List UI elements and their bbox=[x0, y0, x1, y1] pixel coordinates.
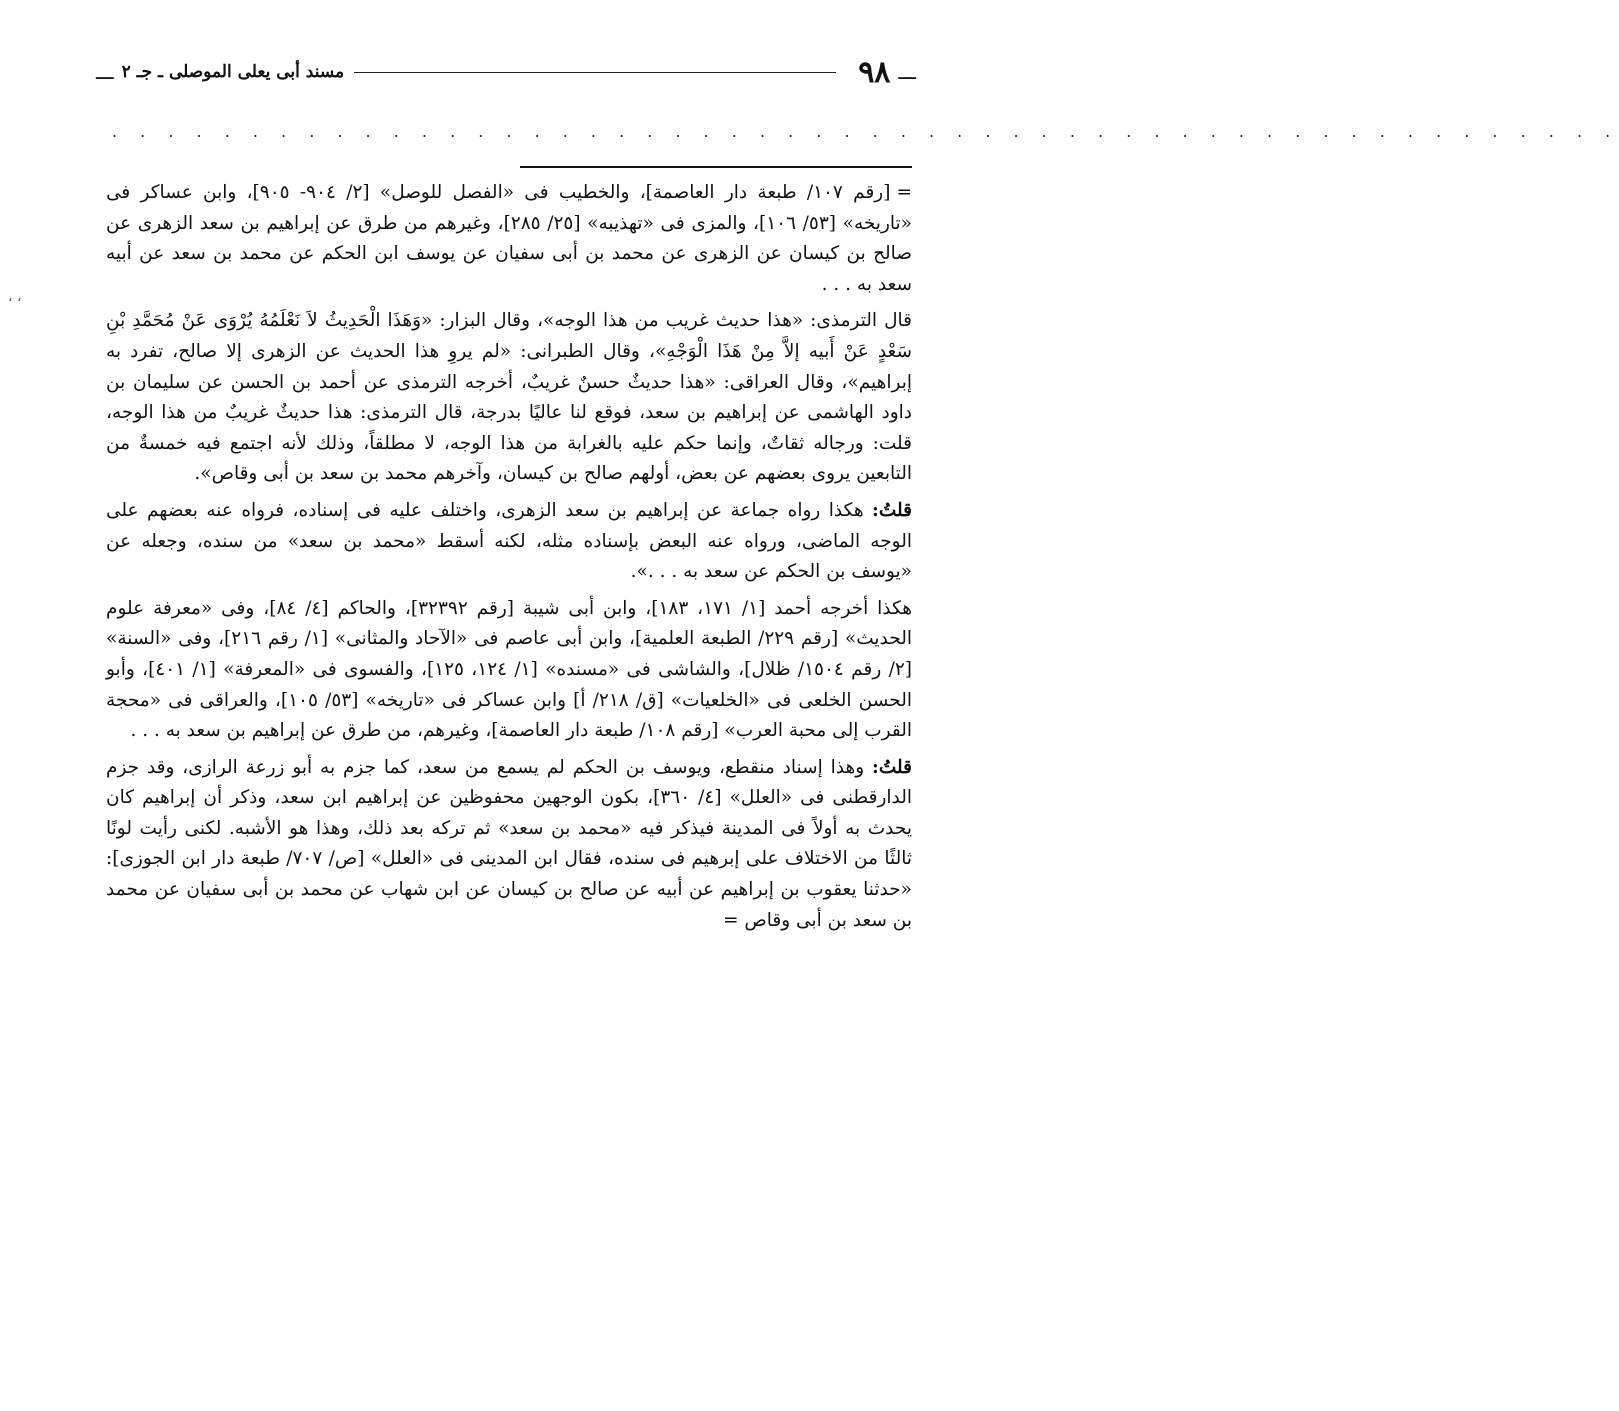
paragraph-text: [رقم ١٠٧/ طبعة دار العاصمة]، والخطيب فى «الفصل للوصل» [٢/ ٩٠٤- ٩٠٥]، وابن عساكر فى «تاريخه» [٥٣/ ١٠٦]، والمزى فى «تهذيبه» [٢٥/ ٢٨٥]، وغيرهم من طرق عن إبراهيم بن سعد الزهرى عن صالح بن كيسان عن الزهرى عن محمد بن أبى سفيان عن يوسف ابن الحكم عن محمد بن سعد عن أبيه سعد به . . . bbox=[106, 182, 912, 295]
paragraph-5 bbox=[106, 753, 912, 937]
header-rule bbox=[354, 72, 836, 73]
paragraph-3 bbox=[106, 496, 912, 588]
paragraph-text: وهذا إسناد منقطع، ويوسف بن الحكم لم يسمع من سعد، كما جزم به أبو زرعة الرازى، وقد جزم الدارقطنى فى «العلل» [٤/ ٣٦٠]، بكون الوجهين محفوظين عن إبراهيم ابن سعد، وذكر أن إبراهيم كان يحدث به أولاً فى المدينة فيذكر فيه «محمد بن سعد» ثم تركه بعد ذلك، وهذا هو الأشبه. لكنى رأيت لونًا ثالثًا من الاختلاف على إبرهيم فى سنده، فقال ابن المدينى فى «العلل» [ص/ ٧٠٧/ طبعة دار ابن الجوزى]: «حدثنا يعقوب بن إبراهيم عن أبيه عن صالح بن كيسان عن ابن شهاب عن محمد بن أبى سفيان عن محمد بن سعد بن أبى وقاص = bbox=[106, 756, 913, 931]
header-dash-left: ـــ bbox=[96, 60, 114, 84]
margin-mark: ، ، bbox=[8, 289, 22, 305]
paragraph-text: هكذا أخرجه أحمد [١/ ١٧١، ١٨٣]، وابن أبى شيبة [رقم ٣٢٣٩٢]، والحاكم [٤/ ٨٤]، وفى «معرفة علوم الحديث» [رقم ٢٢٩/ الطبعة العلمية]، وابن أبى عاصم فى «الآحاد والمثانى» [١/ رقم ٢١٦]، وفى «السنة» [٢/ رقم ١٥٠٤/ ظلال]، والشاشى فى «مسنده» [١/ ١٢٤، ١٢٥]، والفسوى فى «المعرفة» [١/ ٤٠١]، وأبو الحسن الخلعى فى «الخلعيات» [ق/ ٢١٨/ أ] وابن عساكر فى «تاريخه» [٥٣/ ١٠٥]، والعراقى فى «محجة القرب إلى محبة العرب» [رقم ١٠٨/ طبعة دار العاصمة]، وغيرهم، من طرق عن إبراهيم بن سعد به . . . bbox=[106, 597, 912, 742]
paragraph-text: هكذا رواه جماعة عن إبراهيم بن سعد الزهرى، واختلف عليه فى إسناده، فرواه عنه بعضهم على الوجه الماضى، ورواه عنه البعض بإسناده مثله، لكنه أسقط «محمد بن سعد» من سنده، وجعله عن «يوسف بن الحكم عن سعد به . . .». bbox=[106, 499, 912, 583]
footnote-body bbox=[106, 178, 912, 942]
page-header bbox=[96, 52, 916, 92]
paragraph-4 bbox=[106, 594, 912, 747]
header-dash-right: ـــ bbox=[898, 60, 916, 84]
dotted-separator: . . . . . . . . . . . . . . . . . . . . . . . . . . . . . . . . . . . . . . . . . . . . . . . . . . . . . . bbox=[112, 122, 1619, 141]
running-title: مسند أبى يعلى الموصلى ـ جـ ٢ bbox=[121, 62, 345, 82]
paragraph-2 bbox=[106, 306, 912, 490]
paragraph-text: قال الترمذى: «هذا حديث غريب من هذا الوجه»، وقال البزار: «وَهَذَا الْحَدِيثُ لاَ نَعْلَمُهُ يُرْوَى عَنْ مُحَمَّدِ بْنِ سَعْدٍ عَنْ أَبيه إلاَّ مِنْ هَذَا الْوَجْهِ»، وقال الطبرانى: «لم يروِ هذا الحديث عن الزهرى إلا صالح، تفرد به إبراهيم»، وقال العراقى: «هذا حديثٌ حسنٌ غريبٌ، أخرجه الترمذى عن أحمد بن الحسن عن سليمان بن داود الهاشمى عن إبراهيم بن سعد، فوقع لنا عاليًا بدرجة، قال الترمذى: هذا حديثٌ غريبٌ من هذا الوجه، قلت: ورجاله ثقاتٌ، وإنما حكم عليه بالغرابة من هذا الوجه، لا مطلقاً، وذلك لأنه اجتمع فيه خمسةٌ من التابعين يروى بعضهم عن بعض، أولهم صالح بن كيسان، وآخرهم محمد بن سعد بن أبى وقاص». bbox=[106, 310, 912, 485]
paragraph-1 bbox=[106, 178, 912, 300]
paragraph-lead: قلتُ: bbox=[872, 756, 912, 778]
footnote-rule bbox=[520, 166, 912, 168]
paragraph-lead: قلتُ: bbox=[872, 499, 912, 521]
page-number: ٩٨ bbox=[858, 54, 891, 90]
continuation-marker: = bbox=[896, 182, 912, 203]
